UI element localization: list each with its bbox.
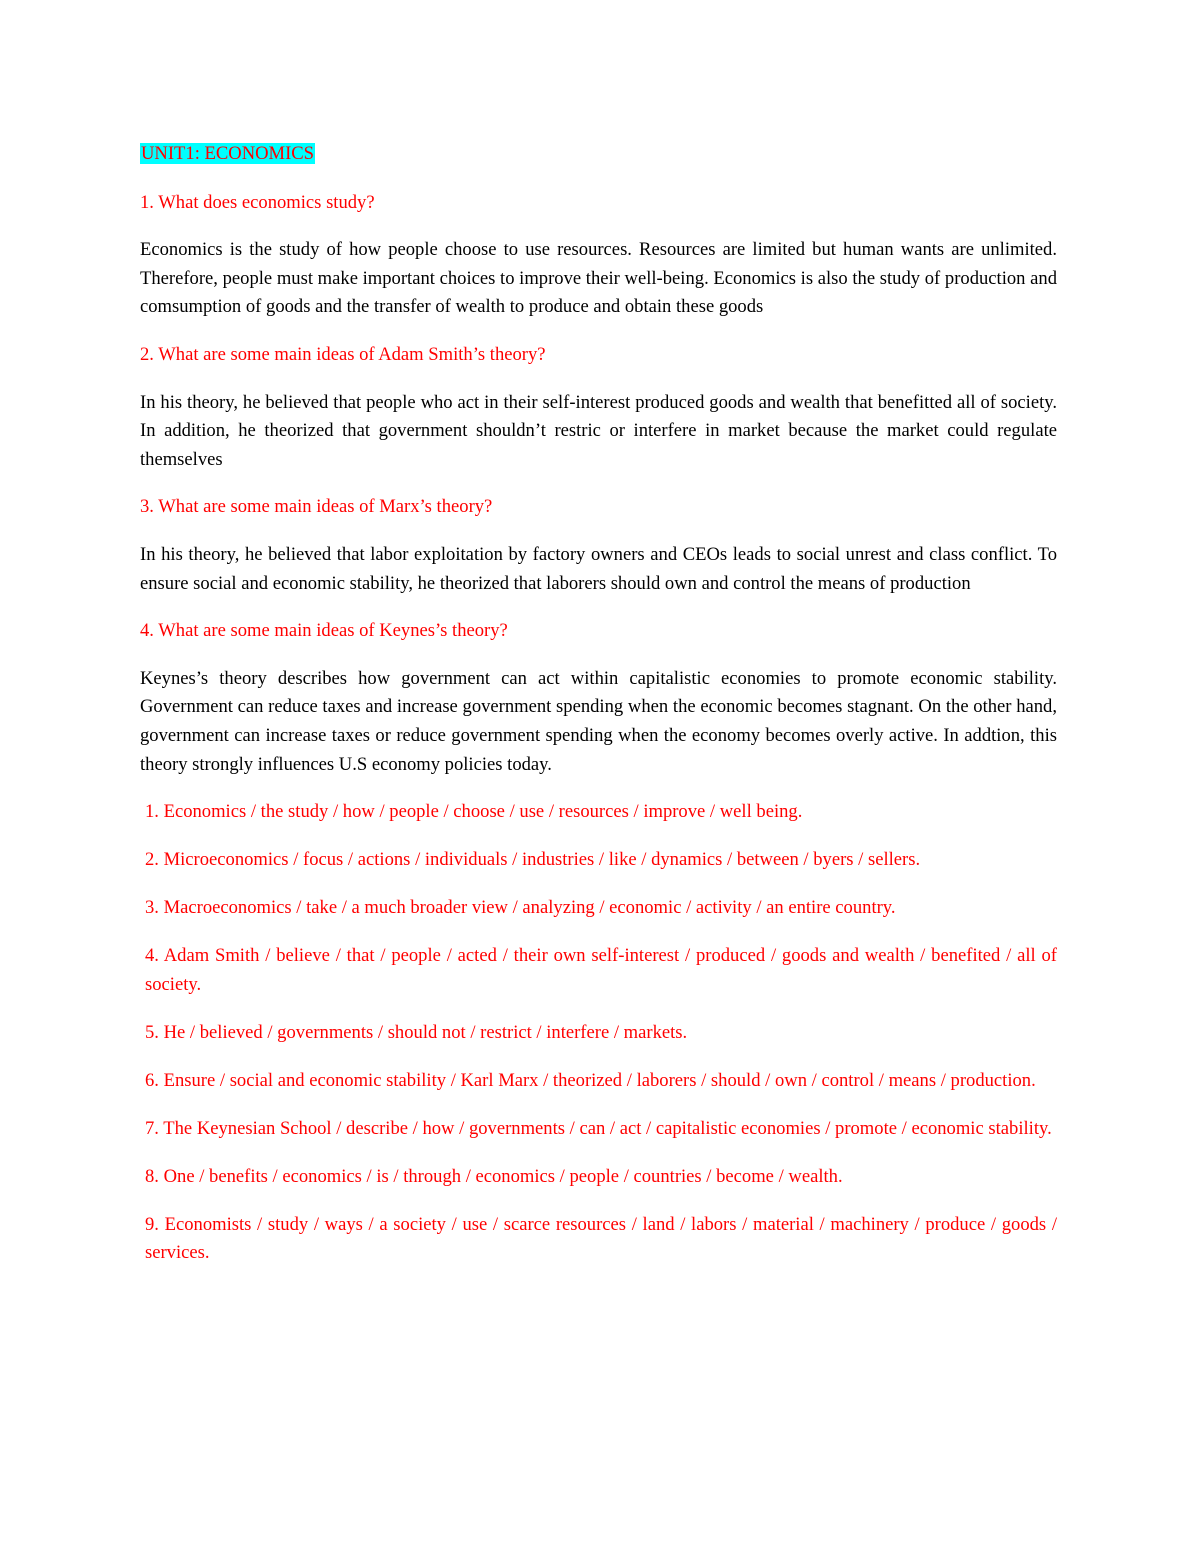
exercise-9: 9. Economists / study / ways / a society / use / scarce resources / land / labors / material / machinery / produce / goods / services.	[145, 1213, 1057, 1264]
answer-2: In his theory, he believed that people who act in their self-interest produced goods and wealth that benefitted all of society. In addition, he theorized that government shouldn’t restric or interfere in market because the market could regulate themselves	[140, 391, 1057, 470]
document-page	[140, 140, 1057, 1287]
question-4: 4. What are some main ideas of Keynes’s theory?	[140, 620, 508, 642]
answer-4: Keynes’s theory describes how government can act within capitalistic economies to promote economic stability. Government can reduce taxes and increase government spending when the economic becomes stagnant. On the other hand, government can increase taxes or reduce government spending when the economy becomes overly active. In addtion, this theory strongly influences U.S economy policies today.	[140, 667, 1057, 775]
exercise-6: 6. Ensure / social and economic stability / Karl Marx / theorized / laborers / should / own / control / means / production.	[145, 1069, 1036, 1091]
unit-heading	[140, 140, 1057, 169]
answer-1: Economics is the study of how people choose to use resources. Resources are limited but human wants are unlimited. Therefore, people must make important choices to improve their well-being. Economics is also the study of production and comsumption of goods and the transfer of wealth to produce and obtain these goods	[140, 239, 1057, 318]
exercise-7: 7. The Keynesian School / describe / how / governments / can / act / capitalistic economies / promote / economic stability.	[145, 1117, 1052, 1139]
exercise-1: 1. Economics / the study / how / people / choose / use / resources / improve / well being.	[145, 801, 803, 823]
exercise-5: 5. He / believed / governments / should not / restrict / interfere / markets.	[145, 1021, 688, 1043]
unit-title: UNIT1: ECONOMICS	[141, 143, 315, 164]
question-1: 1. What does economics study?	[140, 191, 375, 213]
exercise-4: 4. Adam Smith / believe / that / people / acted / their own self-interest / produced / goods and wealth / benefited / all of society.	[145, 945, 1057, 995]
answer-3: In his theory, he believed that labor exploitation by factory owners and CEOs leads to social unrest and class conflict. To ensure social and economic stability, he theorized that laborers should own and control the means of production	[140, 543, 1057, 594]
exercise-3: 3. Macroeconomics / take / a much broader view / analyzing / economic / activity / an entire country.	[145, 897, 896, 919]
question-3: 3. What are some main ideas of Marx’s theory?	[140, 496, 493, 518]
exercise-2: 2. Microeconomics / focus / actions / individuals / industries / like / dynamics / between / byers / sellers.	[145, 849, 921, 871]
question-2: 2. What are some main ideas of Adam Smith’s theory?	[140, 343, 546, 365]
exercise-8: 8. One / benefits / economics / is / through / economics / people / countries / become / wealth.	[145, 1165, 843, 1187]
